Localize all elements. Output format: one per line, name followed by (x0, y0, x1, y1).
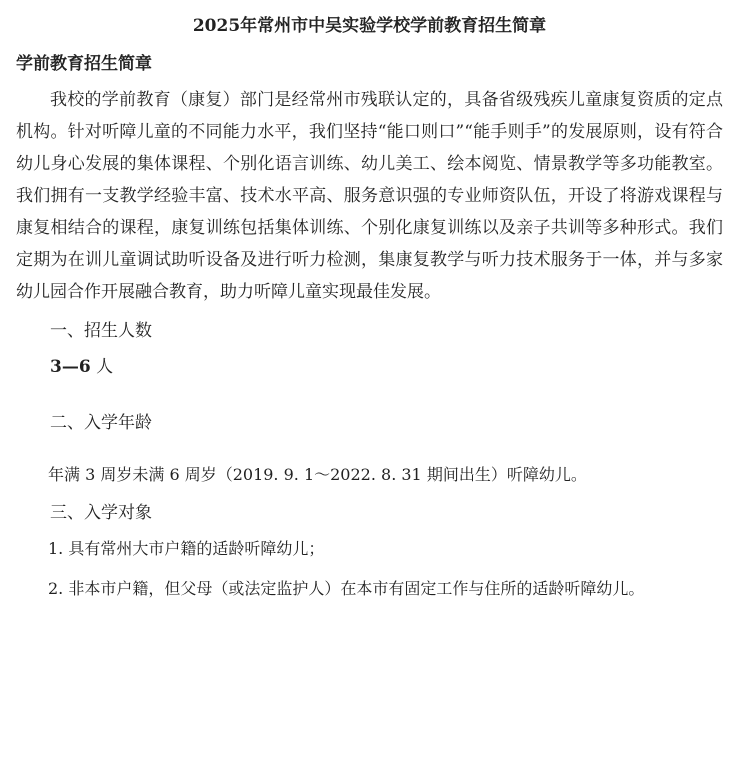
enrollment-count-number: 3—6 (50, 357, 91, 377)
age-heading: 二、入学年龄 (50, 413, 152, 433)
enrollment-heading: 一、招生人数 (50, 321, 152, 341)
page-title: 2025年常州市中吴实验学校学前教育招生简章 (192, 16, 547, 36)
targets-heading: 三、入学对象 (50, 503, 152, 523)
list-item: 1. 具有常州大市户籍的适龄听障幼儿； (48, 539, 325, 558)
list-item: 2. 非本市户籍，但父母（或法定监护人）在本市有固定工作与住所的适龄听障幼儿。 (48, 579, 645, 598)
intro-paragraph: 我校的学前教育（康复）部门是经常州市残联认定的，具备省级残疾儿童康复资质的定点机构。针对听障儿童的不同能力水平，我们坚持“能口则口”“能手则手”的发展原则，设有符合幼儿身心发展的集体课程、个别化语言训练、幼儿美工、绘本阅览、情景教学等多功能教室。我们拥有一支教学经验丰富、技术水平高、服务意识强的专业师资队伍，开设了将游戏课程与康复相结合的课程，康复训练包括集体训练、个别化康复训练以及亲子共训等多种形式。我们定期为在训儿童调试助听设备及进行听力检测，集康复教学与听力技术服务于一体，并与多家幼儿园合作开展融合教育，助力听障儿童实现最佳发展。 (16, 90, 723, 302)
enrollment-count-unit: 人 (96, 357, 114, 377)
section-subtitle: 学前教育招生简章 (16, 54, 152, 74)
age-text: 年满 3 周岁未满 6 周岁（2019. 9. 1～2022. 8. 31 期间出生）听障幼儿。 (48, 465, 587, 484)
enrollment-count (16, 352, 723, 382)
